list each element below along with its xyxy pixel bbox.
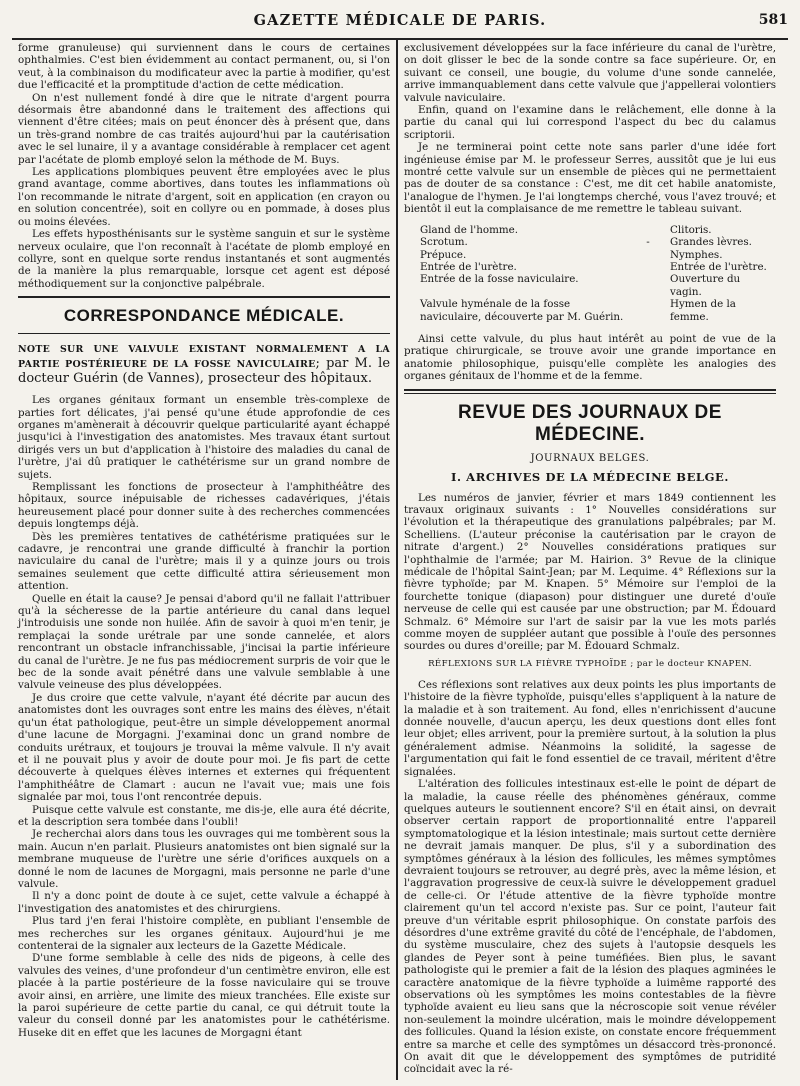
right-column xyxy=(398,40,782,1080)
paragraph: Je ne terminerai point cette note sans parler d'une idée fort ingénieuse émise par M. le professeur Serres, aussitôt que je lui eus montré cette valvule sur un ensemble de pièces qui ne permettaient pas de douter de sa constance : C'est, me dit cet habile anatomiste, l'analogue de l'hymen. Je l'ai longtemps cherché, vous l'avez trouvé; et bientôt il eut la complaisance de me remettre le tableau suivant. xyxy=(404,141,776,216)
note-heading xyxy=(18,342,390,386)
analogy-table xyxy=(418,224,776,323)
reflexions-heading: RÉFLEXIONS SUR LA FIÈVRE TYPHOÏDE ; par le docteur KNAPEN. xyxy=(428,658,752,669)
section-divider xyxy=(18,296,390,298)
table-row xyxy=(418,249,776,261)
paragraph: L'altération des follicules intestinaux est-elle le point de départ de la maladie, la cause réelle des phénomènes généraux, comme quelques auteurs le soutiennent encore? S'il en était ainsi, on devrait observer certain rapport de proportionnalité entre l'appareil symptomatologique et la lésion intestinale; mais surtout cette dernière ne devrait jamais manquer. De plus, s'il y a subordination des symptômes généraux à la lésion des follicules, les mêmes symptômes devraient toujours se retrouver, au degré près, avec la même lésion, et l'aggravation progressive de ceux-là suivre le développement graduel de celle-ci. Or l'étude attentive de la fièvre typhoïde montre clairement qu'un tel accord n'existe pas. Sur ce point, l'auteur fait preuve d'un véritable esprit philosophique. On constate parfois des désordres d'une extrême gravité du côté de l'encéphale, de l'abdomen, du système musculaire, chez des sujets à l'autopsie desquels les glandes de Peyer sont à peine tuméfiées. Bien plus, le savant pathologiste qui le premier a fait de la lésion des plaques agminées le caractère anatomique de la fièvre typhoïde a luimême rapporté des observations où les symptômes les moins contestables de la fièvre typhoïde avaient eu lieu sans que la nécroscopie soit venue révéler non-seulement la moindre ulcération, mais le moindre développement des follicules. Quand la lésion existe, on constate encore fréquemment entre sa marche et celle des symptômes un désaccord très-prononcé. On avait dit que le développement des symptômes de putridité coïncidait avec la ré- xyxy=(404,778,776,1076)
table-row xyxy=(418,261,776,273)
table-row xyxy=(418,236,776,248)
paragraph: Enfin, quand on l'examine dans le relâchement, elle donne à la partie du canal qui lui correspond l'aspect du bec du calamus scriptorii. xyxy=(404,104,776,141)
note-author: ; par M. le docteur Guérin (de Vannes), prosecteur des hôpitaux. xyxy=(18,356,391,387)
columns xyxy=(12,40,788,1080)
table-row xyxy=(418,298,776,323)
note-title: NOTE SUR UNE VALVULE EXISTANT NORMALEMENT A LA PARTIE POSTÉRIEURE DE LA FOSSE NAVICULAIRE xyxy=(18,344,390,371)
male-organ: Gland de l'homme. xyxy=(420,223,518,236)
paragraph: Ainsi cette valvule, du plus haut intérêt au point de vue de la pratique chirurgicale, se trouve avoir une grande importance en anatomie philosophique, puisqu'elle complète les analogies des organes génitaux de l'homme et de la femme. xyxy=(404,332,776,383)
female-organ: Nymphes. xyxy=(670,248,723,261)
table-row xyxy=(418,273,776,298)
paragraph: Je dus croire que cette valvule, n'ayant été décrite par aucun des anatomistes dont les ouvrages sont entre les mains des élèves, n'était qu'un état pathologique, peut-être un simple développement anormal d'une lacune de Morgagni. J'examinai donc un grand nombre de conduits urétraux, et toujours je trouvai la même valvule. Il n'y avait et il ne pouvait plus y avoir de doute pour moi. Je fis part de cette découverte à quelques élèves internes et externes qui fréquentent l'amphithéâtre de Clamart : aucun ne l'avait vue; mais une fois signalée par moi, tous l'ont rencontrée depuis. xyxy=(18,691,390,804)
table-dash: - xyxy=(646,236,650,249)
section-divider xyxy=(18,333,390,334)
paragraph: On n'est nullement fondé à dire que le nitrate d'argent pourra désormais être abandonné dans le traitement des affections qui viennent d'être citées; mais on peut énoncer dès à présent que, dans un très-grand nombre de cas traités aujourd'hui par la cautérisation avec le sel lunaire, il y a avantage considérable à remplacer cet agent par l'acétate de plomb employé selon la méthode de M. Buys. xyxy=(18,91,390,166)
paragraph: Quelle en était la cause? Je pensai d'abord qu'il ne fallait l'attribuer qu'à la sécheresse de la partie antérieure du canal dans lequel j'introduisis une sonde non huilée. Afin de savoir à quoi m'en tenir, je remplaçai la sonde urétrale par une sonde cannelée, et alors rencontrant un obstacle infranchissable, j'incisai la partie inférieure du canal de l'urètre. Je ne fus pas médiocrement surpris de voir que le bec de la sonde avait pénétré dans une valvule semblable à une valvule veineuse des plus développées. xyxy=(18,592,390,692)
section-title-correspondance: CORRESPONDANCE MÉDICALE. xyxy=(63,306,345,326)
section-divider xyxy=(404,389,776,391)
female-organ: Clitoris. xyxy=(670,223,712,236)
section-title-revue: REVUE DES JOURNAUX DE MÉDECINE. xyxy=(458,401,722,445)
subheading-archives: I. ARCHIVES DE LA MÉDECINE BELGE. xyxy=(450,469,730,484)
female-organ: Hymen de la femme. xyxy=(670,298,736,323)
section-divider xyxy=(404,393,776,394)
paragraph: forme granuleuse) qui surviennent dans le cours de certaines ophthalmies. C'est bien évidemment au contact permanent, ou, si l'on veut, à la combinaison du modificateur avec la partie à modifier, qu'est due l'efficacité et la promptitude d'action de cette médication. xyxy=(18,42,390,92)
paragraph: Les numéros de janvier, février et mars 1849 contiennent les travaux originaux suivants : 1° Nouvelles considérations sur l'évolution et la thérapeutique des granulations palpébrales; par M. Schelliens. (L'auteur préconise la cautérisation par le crayon de nitrate d'argent.) 2° Nouvelles considérations pratiques sur l'ophthalmie de l'armée; par M. Hairion. 3° Revue de la clinique médicale de l'hôpital Saint-Jean; par M. Lequime. 4° Réflexions sur la fièvre typhoïde; par M. Knapen. 5° Mémoire sur l'emploi de la fourchette tonique (diapason) pour distinguer une dureté d'ouïe nerveuse de celle qui est causée par une obstruction; par M. Édouard Schmalz. 6° Mémoire sur l'art de saisir par la vue les mots parlés comme moyen de suppléer autant que possible à l'ouïe des personnes sourdes ou dures d'oreille; par M. Édouard Schmalz. xyxy=(404,491,776,653)
male-organ: Scrotum. xyxy=(420,236,468,249)
left-column xyxy=(12,40,396,1080)
page-header xyxy=(12,0,788,40)
male-organ: Valvule hyménale de la fosse naviculaire, découverte par M. Guérin. xyxy=(420,298,624,323)
paragraph: Les organes génitaux formant un ensemble très-complexe de parties fort délicates, j'ai pensé qu'une étude approfondie de ces organes m'amènerait à découvrir quelque particularité ayant échappé jusqu'ici à l'investigation des anatomistes. Mes travaux étant surtout dirigés vers un but d'application à l'histoire des maladies du canal de l'urètre, j'ai dû pratiquer le cathétérisme sur un grand nombre de sujets. xyxy=(18,394,390,481)
page-number: 581 xyxy=(758,12,788,28)
paragraph: Puisque cette valvule est constante, me dis-je, elle aura été décrite, et la description sera tombée dans l'oubli! xyxy=(18,803,390,828)
paragraph: D'une forme semblable à celle des nids de pigeons, à celle des valvules des veines, d'une profondeur d'un centimètre environ, elle est placée à la partie postérieure de la fosse naviculaire qui se trouve avoir ainsi, en arrière, une limite des mieux tranchées. Elle existe sur la paroi supérieure de cette partie du canal, ce qui détruit toute la valeur du conseil donné par les anatomistes pour le cathétérisme. Huseke dit en effet que les lacunes de Morgagni étant xyxy=(18,952,390,1039)
female-organ: Grandes lèvres. xyxy=(670,236,752,249)
table-row xyxy=(418,224,776,236)
journal-title: GAZETTE MÉDICALE DE PARIS. xyxy=(253,12,547,29)
subheading-journaux-belges: JOURNAUX BELGES. xyxy=(530,452,650,464)
female-organ: Ouverture du vagin. xyxy=(670,273,741,298)
paragraph: Ces réflexions sont relatives aux deux points les plus importants de l'histoire de la fièvre typhoïde, puisqu'elles s'appliquent à la nature de la maladie et à son traitement. Au fond, elles n'enrichissent d'aucune donnée nouvelle, d'aucun aperçu, les deux questions dont elles font leur objet; elles arrivent, pour la première surtout, à la solution la plus généralement admise. Néanmoins la solidité, la sagesse de l'argumentation qui fait le fond essentiel de ce travail, méritent d'être signalées. xyxy=(404,678,776,778)
paragraph: Plus tard j'en ferai l'histoire complète, en publiant l'ensemble de mes recherches sur les organes génitaux. Aujourd'hui je me contenterai de la signaler aux lecteurs de la Gazette Médicale. xyxy=(18,915,390,952)
paragraph: Remplissant les fonctions de prosecteur à l'amphithéâtre des hôpitaux, source inépuisable de richesses cadavériques, j'étais heureusement placé pour donner suite à des recherches commencées depuis longtemps déjà. xyxy=(18,480,390,531)
male-organ: Prépuce. xyxy=(420,248,467,261)
paragraph: Dès les premières tentatives de cathétérisme pratiquées sur le cadavre, je rencontrai une grande difficulté à franchir la portion naviculaire du canal de l'urètre; mais il y a quinze jours ou trois semaines seulement que cette difficulté attira sérieusement mon attention. xyxy=(18,530,390,593)
paragraph: Il n'y a donc point de doute à ce sujet, cette valvule a échappé à l'investigation des anatomistes et des chirurgiens. xyxy=(18,890,390,915)
male-organ: Entrée de l'urètre. xyxy=(420,260,517,273)
male-organ: Entrée de la fosse naviculaire. xyxy=(420,273,579,286)
paragraph: Je recherchai alors dans tous les ouvrages qui me tombèrent sous la main. Aucun n'en parlait. Plusieurs anatomistes ont bien signalé sur la membrane muqueuse de l'urètre une série d'orifices auxquels on a donné le nom de lacunes de Morgagni, mais personne ne parle d'une valvule. xyxy=(18,828,390,890)
paragraph: Les applications plombiques peuvent être employées avec le plus grand avantage, comme abortives, dans toutes les inflammations où l'on recommande le nitrate d'argent, soit en application (en crayon ou en solution concentrée), soit en collyre ou en pommade, à doses plus ou moins élevées. xyxy=(18,166,390,228)
paragraph: exclusivement développées sur la face inférieure du canal de l'urètre, on doit glisser le bec de la sonde contre sa face supérieure. Or, en suivant ce conseil, une bougie, du volume d'une sonde cannelée, arrive immanquablement dans cette valvule que j'appellerai volontiers valvule naviculaire. xyxy=(404,42,776,104)
paragraph: Les effets hyposthénisants sur le système sanguin et sur le système nerveux oculaire, que l'on reconnaît à l'acétate de plomb employé en collyre, sont en quelque sorte rendus instantanés et sont augmentés de la manière la plus remarquable, lorsque cet agent est déposé méthodiquement sur la conjonctive palpébrale. xyxy=(18,228,390,290)
female-organ: Entrée de l'urètre. xyxy=(670,260,767,273)
